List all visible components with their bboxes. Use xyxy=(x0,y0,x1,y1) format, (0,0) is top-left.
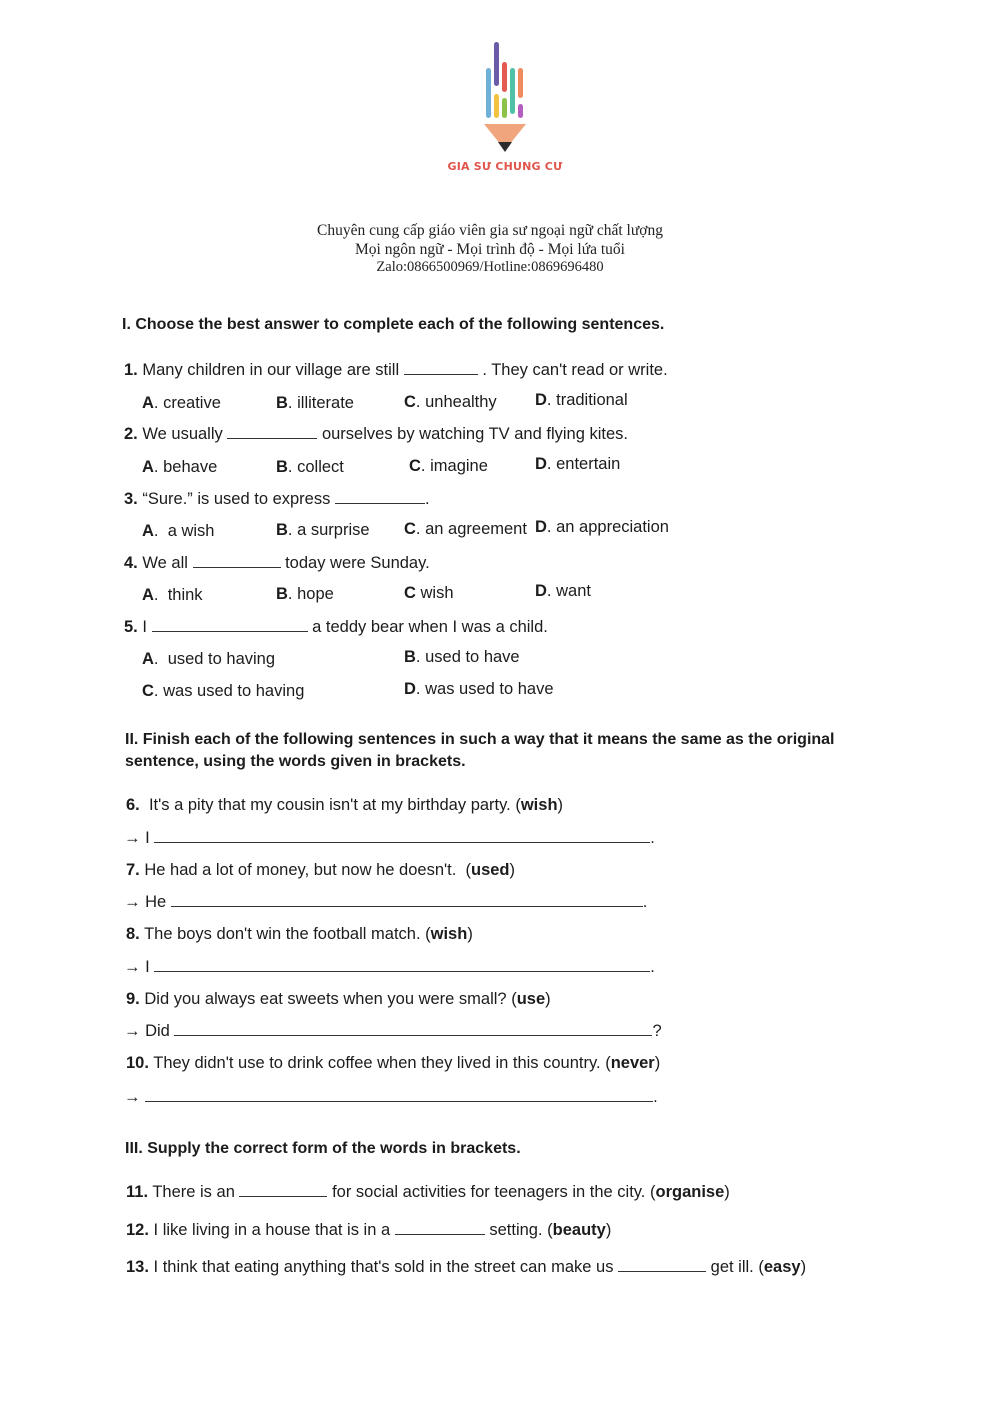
answer-blank[interactable] xyxy=(404,360,478,375)
question-7: 7. He had a lot of money, but now he doesn't. (used) xyxy=(126,861,516,879)
header-line-3: Zalo:0866500969/Hotline:0869696480 xyxy=(376,259,604,275)
question-12: 12. I like living in a house that is in a setting. (beauty) xyxy=(126,1221,612,1239)
section-2-title-line-2: sentence, using the words given in brackets. xyxy=(125,753,466,770)
section-2-title-line-1: II. Finish each of the following sentences in such a way that it means the same as the original xyxy=(125,731,835,748)
header-line-2: Mọi ngôn ngữ - Mọi trình độ - Mọi lứa tuổi xyxy=(355,241,625,258)
answer-blank[interactable] xyxy=(335,489,425,504)
answer-line-7[interactable]: → He . xyxy=(124,893,648,911)
answer-blank[interactable] xyxy=(193,553,281,568)
question-5: 5. I a teddy bear when I was a child. xyxy=(124,618,548,636)
option-2c[interactable]: C. imagine xyxy=(409,457,488,475)
option-3d[interactable]: D. an appreciation xyxy=(535,518,669,536)
answer-line-9[interactable]: → Did ? xyxy=(124,1022,662,1040)
section-3-title: III. Supply the correct form of the words in brackets. xyxy=(125,1140,521,1157)
option-4a[interactable]: A. think xyxy=(142,586,203,604)
pencil-logo-icon xyxy=(478,38,538,158)
option-3c[interactable]: C. an agreement xyxy=(404,520,527,538)
question-11: 11. There is an for social activities for teenagers in the city. (organise) xyxy=(126,1183,730,1201)
option-3b[interactable]: B. a surprise xyxy=(276,521,370,539)
question-13: 13. I think that eating anything that's sold in the street can make us get ill. (easy) xyxy=(126,1258,807,1276)
option-1b[interactable]: B. illiterate xyxy=(276,394,354,412)
question-4: 4. We all today were Sunday. xyxy=(124,554,430,572)
answer-blank[interactable] xyxy=(618,1257,706,1272)
logo-text: GIA SƯ CHUNG CƯ xyxy=(447,160,563,173)
header-line-1: Chuyên cung cấp giáo viên gia sư ngoại ngữ chất lượng xyxy=(317,222,663,239)
option-1c[interactable]: C. unhealthy xyxy=(404,393,497,411)
question-3: 3. “Sure.” is used to express . xyxy=(124,490,430,508)
option-1d[interactable]: D. traditional xyxy=(535,391,628,409)
option-1a[interactable]: A. creative xyxy=(142,394,221,412)
option-5b[interactable]: B. used to have xyxy=(404,648,520,666)
option-2d[interactable]: D. entertain xyxy=(535,455,621,473)
answer-blank[interactable] xyxy=(152,617,308,632)
option-2b[interactable]: B. collect xyxy=(276,458,344,476)
answer-blank[interactable] xyxy=(395,1220,485,1235)
question-6: 6. It's a pity that my cousin isn't at my birthday party. (wish) xyxy=(126,796,564,814)
option-3a[interactable]: A. a wish xyxy=(142,522,215,540)
answer-line-10[interactable]: → . xyxy=(124,1088,658,1106)
option-4c[interactable]: C wish xyxy=(404,584,454,602)
question-8: 8. The boys don't win the football match. (wish) xyxy=(126,925,473,943)
question-1: 1. Many children in our village are still . They can't read or write. xyxy=(124,361,668,379)
question-10: 10. They didn't use to drink coffee when they lived in this country. (never) xyxy=(126,1054,661,1072)
option-4d[interactable]: D. want xyxy=(535,582,591,600)
option-4b[interactable]: B. hope xyxy=(276,585,334,603)
answer-blank[interactable] xyxy=(227,424,317,439)
answer-blank[interactable] xyxy=(239,1182,327,1197)
option-5c[interactable]: C. was used to having xyxy=(142,682,305,700)
option-5d[interactable]: D. was used to have xyxy=(404,680,554,698)
option-5a[interactable]: A. used to having xyxy=(142,650,276,668)
section-1-title: I. Choose the best answer to complete each of the following sentences. xyxy=(122,316,665,333)
answer-line-6[interactable]: → I . xyxy=(124,829,655,847)
question-9: 9. Did you always eat sweets when you were small? (use) xyxy=(126,990,551,1008)
option-2a[interactable]: A. behave xyxy=(142,458,218,476)
answer-line-8[interactable]: → I . xyxy=(124,958,655,976)
question-2: 2. We usually ourselves by watching TV and flying kites. xyxy=(124,425,628,443)
